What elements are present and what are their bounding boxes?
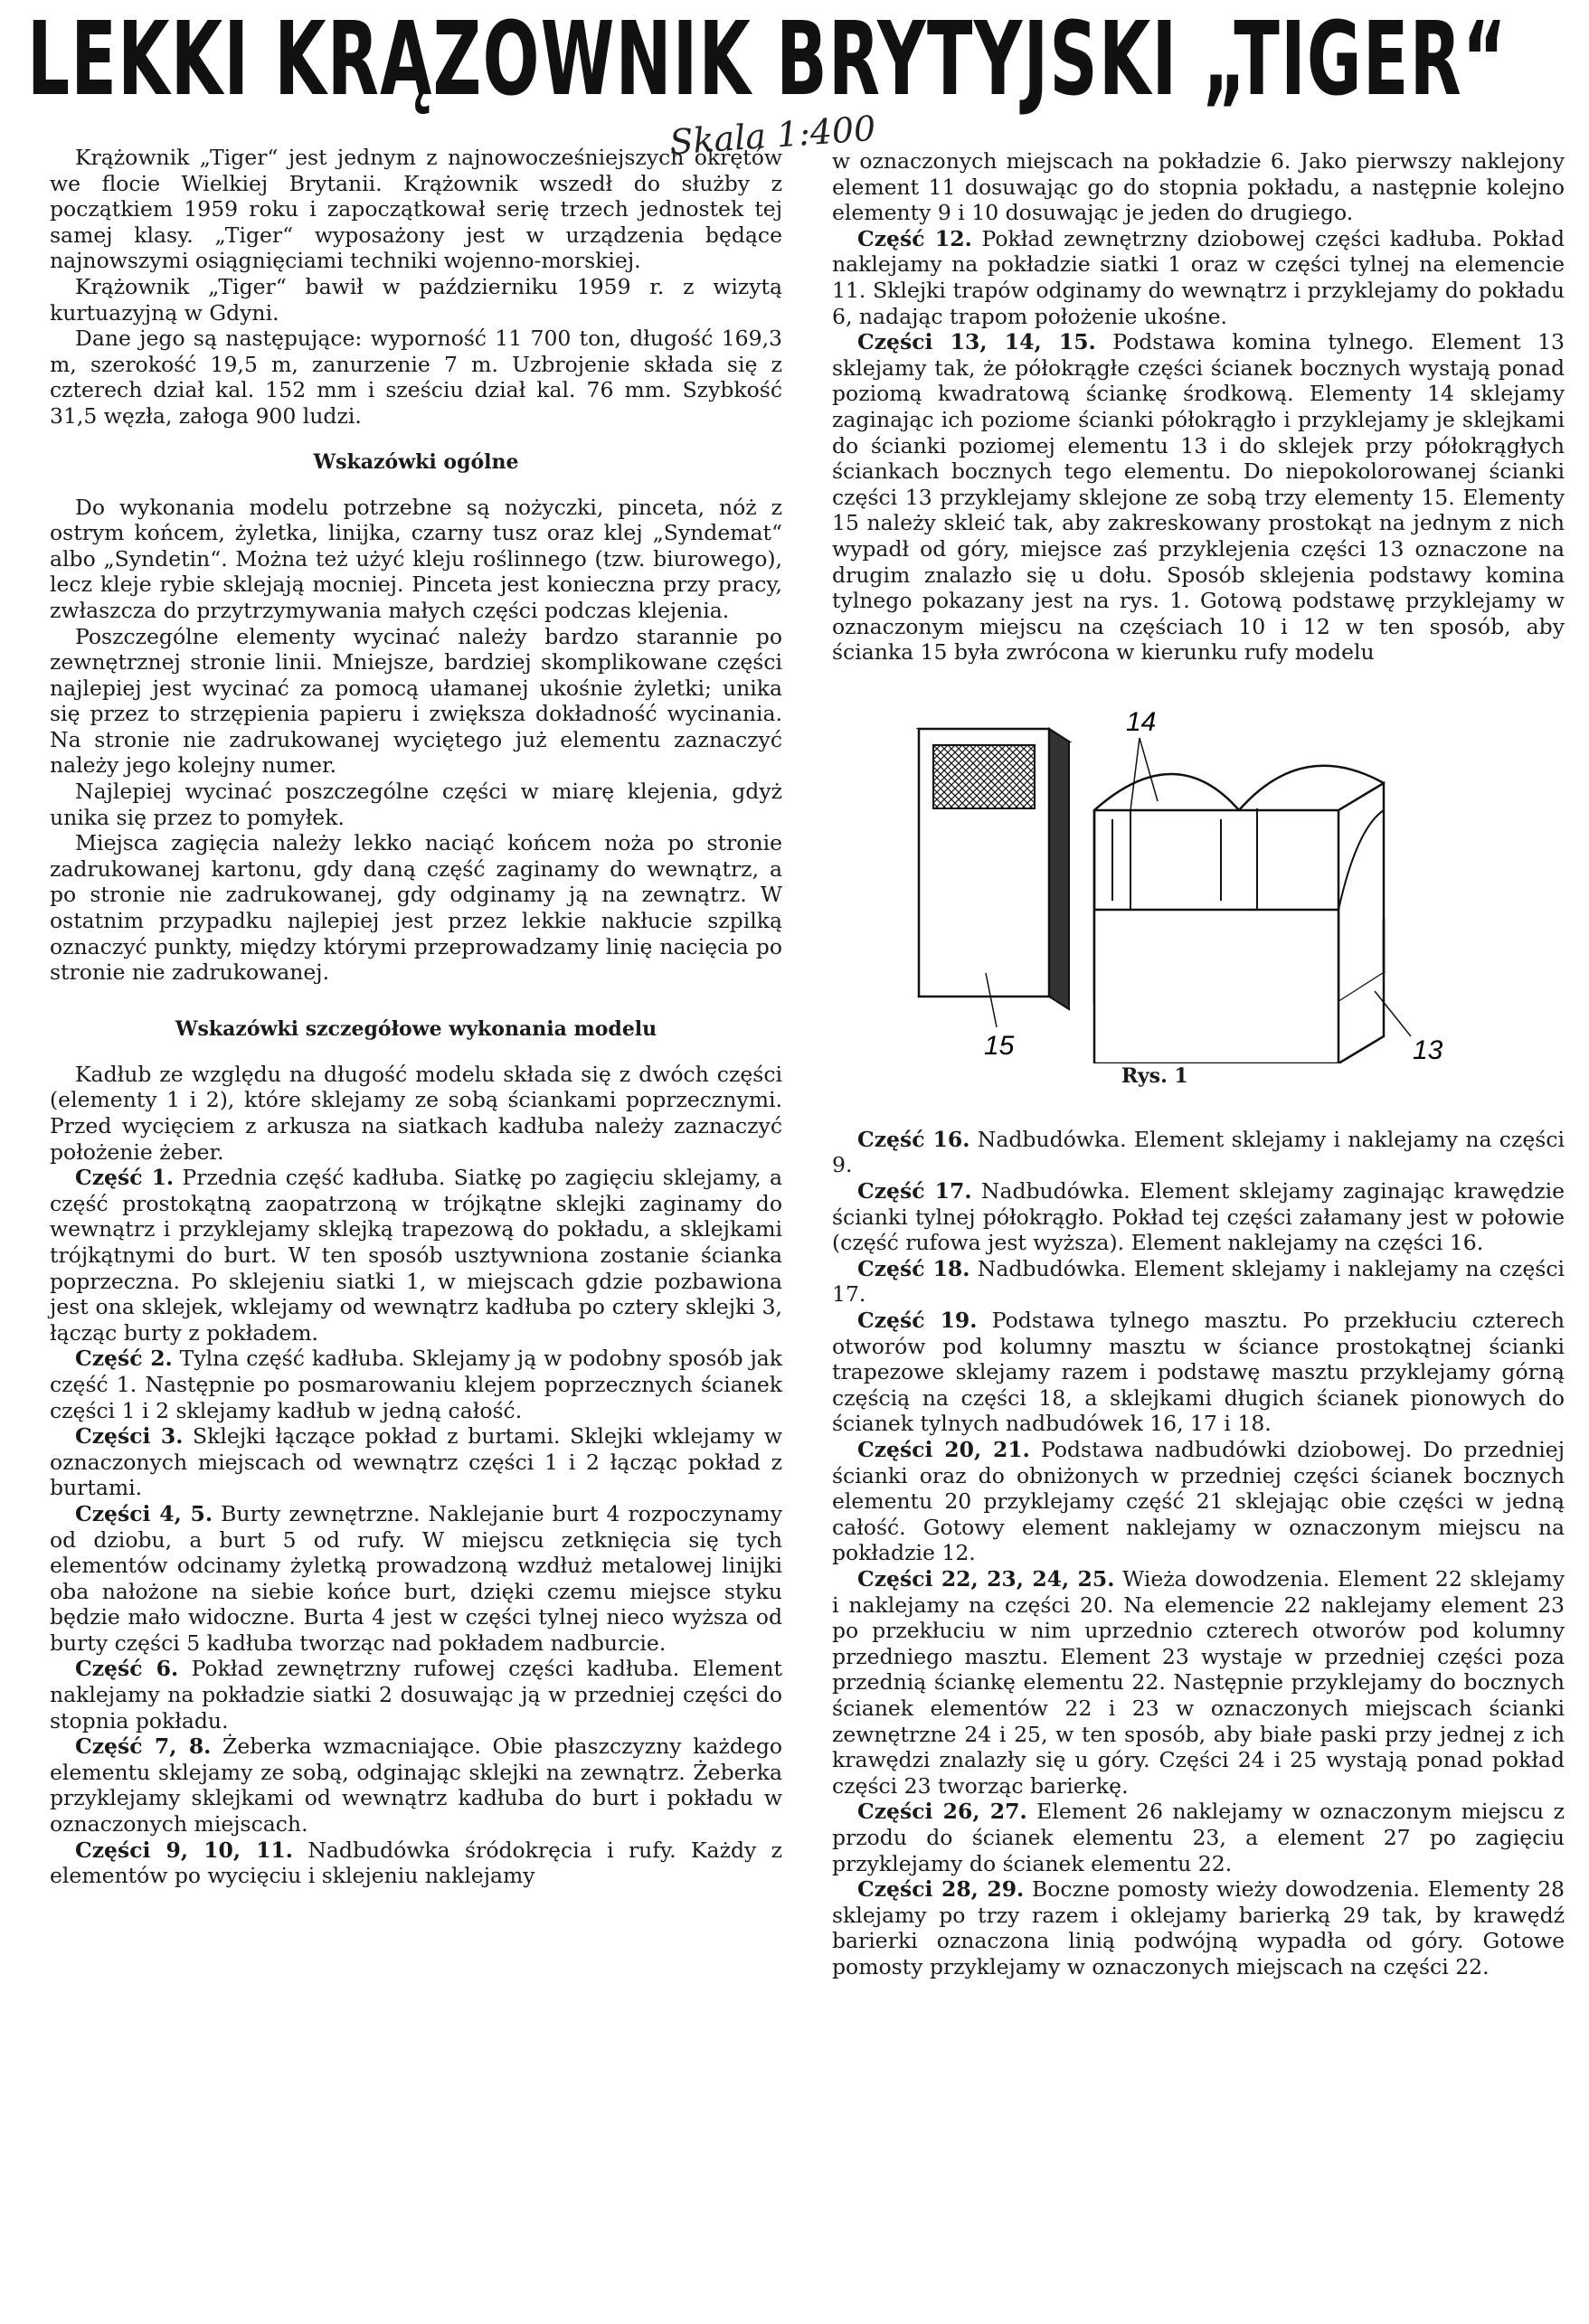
- part-label: Części 3.: [75, 1423, 184, 1450]
- label-13: 13: [1413, 1034, 1443, 1063]
- part-text: Pokład zewnętrzny rufowej części kadłuba. Element naklejamy na pokładzie siatki 2 dosuwając ją w przedniej części do stopnia pokładu.: [50, 1656, 782, 1734]
- intro-paragraph: Krążownik „Tiger“ jest jednym z najnowocześniejszych okrętów we flocie Wielkiej Brytanii. Krążownik wszedł do służby z początkiem 1959 roku i zapoczątkował serię trzech jednostek tej samej klasy. „Tiger“ wyposażony jest w urządzenia będące najnowszymi osiągnięciami techniki wojenno-morskiej.: [50, 145, 782, 274]
- part-label: Części 4, 5.: [75, 1500, 213, 1526]
- part-label: Część 6.: [75, 1656, 179, 1682]
- block-13-drawing: [1094, 766, 1384, 1063]
- left-column: [50, 145, 782, 1889]
- general-paragraph: Najlepiej wycinać poszczególne części w miarę klejenia, gdyż unika się przez to pomyłek.: [50, 779, 782, 830]
- part-text: Podstawa nadbudówki dziobowej. Do przedniej ścianki oraz do obniżonych w przedniej części ścianek bocznych elementu 20 przyklejamy część 21 sklejając obie części w jedną całość. Gotowy element naklejamy w oznaczonym miejscu na pokładzie 12.: [832, 1437, 1565, 1566]
- part-paragraph: [50, 1346, 782, 1423]
- part-label: Części 9, 10, 11.: [75, 1837, 293, 1863]
- part-text: Wieża dowodzenia. Element 22 sklejamy i naklejamy na części 20. Na elemencie 22 naklejamy element 23 po przekłuciu w nim uprzednio czterech otworów pod kolumny przedniego masztu. Element 23 wystaje w przedniej części poza przednią ściankę elementu 22. Następnie przyklejamy do bocznych ścianek elementów 22 i 23 w oznaczonych miejscach ścianki zewnętrzne 24 i 25, w ten sposób, aby białe paski przy jednej z ich krawędzi znalazły się u góry. Części 24 i 25 wystają ponad pokład części 23 tworząc barierkę.: [832, 1565, 1565, 1799]
- figure-rys-1: [832, 702, 1565, 1109]
- part-label: Części 26, 27.: [857, 1799, 1027, 1825]
- part-label: Część 18.: [857, 1255, 970, 1281]
- handwritten-scale-note: Skala 1:400: [667, 108, 877, 163]
- label-15: 15: [984, 1030, 1015, 1061]
- part-label: Część 2.: [75, 1346, 173, 1372]
- assembly-drawing: [832, 702, 1565, 1063]
- part-paragraph: [832, 1178, 1565, 1256]
- part-text: Nadbudówka. Element sklejamy i naklejamy na części 9.: [832, 1126, 1565, 1178]
- part-paragraph: [832, 1127, 1565, 1178]
- part-label: Część 19.: [857, 1308, 978, 1334]
- part-label: Części 20, 21.: [857, 1437, 1030, 1462]
- part-paragraph: [832, 1566, 1565, 1799]
- part-paragraph: [50, 1501, 782, 1657]
- part-paragraph: [50, 1837, 782, 1889]
- part-text: Nadbudówka śródokręcia i rufy. Każdy z elementów po wycięciu i sklejeniu naklejamy: [50, 1837, 782, 1889]
- part-paragraph: [832, 1437, 1565, 1566]
- heading-general: Wskazówki ogólne: [313, 449, 519, 474]
- general-paragraph: Do wykonania modelu potrzebne są nożyczki, pinceta, nóż z ostrym końcem, żyletka, linijka, czarny tusz oraz klej „Syndemat“ albo „Syndetin“. Można też użyć kleju roślinnego (tzw. biurowego), lecz kleje rybie sklejają mocniej. Pinceta jest konieczna przy pracy, zwłaszcza do przytrzymywania małych części podczas klejenia.: [50, 494, 782, 623]
- intro-paragraph: Krążownik „Tiger“ bawił w październiku 1959 r. z wizytą kurtuazyjną w Gdyni.: [50, 273, 782, 326]
- part-label: Część 17.: [857, 1178, 972, 1205]
- part-text: Boczne pomosty wieży dowodzenia. Elementy 28 sklejamy po trzy razem i oklejamy barierką 29 tak, by krawędź barierki oznaczona linią podwójną wypadła od góry. Gotowe pomosty przyklejamy w oznaczonych miejscach na części 22.: [832, 1876, 1565, 1979]
- part-paragraph: [50, 1656, 782, 1734]
- general-paragraph: Miejsca zagięcia należy lekko naciąć końcem noża po stronie zadrukowanej kartonu, gdy daną część zaginamy do wewnątrz, a po stronie nie zadrukowanej, gdy odginamy ją na zewnątrz. W ostatnim przypadku najlepiej jest przez lekkie nakłucie szpilką oznaczyć punkty, między którymi przeprowadzamy linię nacięcia po stronie nie zadrukowanej.: [50, 830, 782, 986]
- part-paragraph: [832, 329, 1565, 666]
- continued-paragraph: w oznaczonych miejscach na pokładzie 6. Jako pierwszy naklejony element 11 dosuwając go do stopnia pokładu, a następnie kolejno elementy 9 i 10 dosuwając je jeden do drugiego.: [832, 148, 1565, 226]
- part-label: Część 12.: [857, 225, 972, 251]
- part-label: Części 13, 14, 15.: [857, 329, 1096, 355]
- part-paragraph: [832, 1799, 1565, 1876]
- part-label: Części 22, 23, 24, 25.: [857, 1565, 1115, 1592]
- part-paragraph: [50, 1165, 782, 1346]
- general-paragraph: Poszczególne elementy wycinać należy bardzo starannie po zewnętrznej stronie linii. Mniejsze, bardziej skomplikowane części najlepiej jest wycinać za pomocą ułamanej ukośnie żyletki; unika się przez to strzępienia papieru i zwiększa dokładność wycinania. Na stronie nie zadrukowanej wyciętego już elementu zaznaczyć należy jego kolejny numer.: [50, 623, 782, 779]
- part-paragraph: [832, 1308, 1565, 1437]
- part-paragraph: [832, 1256, 1565, 1308]
- part-text: Burty zewnętrzne. Naklejanie burt 4 rozpoczynamy od dziobu, a burt 5 od rufy. W miejscu zetknięcia się tych elementów odcinamy żyletką prowadzoną wzdłuż metalowej linijki oba nałożone na siebie końce burt, dzięki czemu miejsce styku będzie mało widoczne. Burta 4 jest w części tylnej nieco wyższa od burty części 5 kadłuba tworząc nad pokładem nadburcie.: [50, 1500, 782, 1656]
- heading-detailed: Wskazówki szczegółowe wykonania modelu: [175, 1016, 657, 1041]
- intro-paragraph: Dane jego są następujące: wyporność 11 700 ton, długość 169,3 m, szerokość 19,5 m, zanurzenie 7 m. Uzbrojenie składa się z czterech dział kal. 152 mm i sześciu dział kal. 76 mm. Szybkość 31,5 węzła, załoga 900 ludzi.: [50, 326, 782, 429]
- part-text: Tylna część kadłuba. Sklejamy ją w podobny sposób jak część 1. Następnie po posmarowaniu klejem poprzecznych ścianek części 1 i 2 sklejamy kadłub w jedną całość.: [50, 1346, 782, 1423]
- part-text: Podstawa komina tylnego. Element 13 sklejamy tak, że półokrągłe części ścianek bocznych wystają ponad poziomą kwadratową ściankę środkową. Elementy 14 sklejamy zaginając ich poziome ścianki półokrągło i przyklejamy je sklejkami do ścianki poziomej elementu 13 i do sklejek przy półokrągłych ściankach bocznych tego elementu. Do niepokolorowanej ścianki części 13 przyklejamy sklejone ze sobą trzy elementy 15. Elementy 15 należy skleić tak, aby zakreskowany prostokąt na jednym z nich wypadł od góry, miejsce zaś przyklejenia części 13 oznaczone na drugim znalazło się u dołu. Sposób sklejenia podstawy komina tylnego pokazany jest na rys. 1. Gotową podstawę przyklejamy w oznaczonym miejscu na częściach 10 i 12 w ten sposób, aby ścianka 15 była zwrócona w kierunku rufy modelu: [832, 329, 1565, 666]
- part-label: Część 16.: [857, 1126, 970, 1152]
- part-text: Nadbudówka. Element sklejamy i naklejamy na części 17.: [832, 1255, 1565, 1308]
- part-paragraph: [832, 226, 1565, 329]
- part-text: Nadbudówka. Element sklejamy zaginając krawędzie ścianki tylnej półokrągło. Pokład tej części załamany jest w połowie (część rufowa jest wyższa). Element naklejamy na części 16.: [832, 1178, 1565, 1256]
- part-text: Element 26 naklejamy w oznaczonym miejscu z przodu do ścianek elementu 23, a element 27 po zagięciu przyklejamy do ścianek elementu 22.: [832, 1799, 1565, 1876]
- part-label: Część 1.: [75, 1165, 175, 1191]
- part-text: Pokład zewnętrzny dziobowej części kadłuba. Pokład naklejamy na pokładzie siatki 1 oraz w części tylnej na elemencie 11. Sklejki trapów odginamy do wewnątrz i przyklejamy do pokładu 6, nadając trapom położenie ukośne.: [832, 225, 1565, 329]
- label-14: 14: [1126, 706, 1157, 737]
- part-label: Części 28, 29.: [857, 1876, 1025, 1903]
- part-text: Przednia część kadłuba. Siatkę po zagięciu sklejamy, a część prostokątną zaopatrzoną w trójkątne sklejki zaginamy do wewnątrz i przyklejamy sklejką trapezową do pokładu, a sklejkami trójkątnymi do burt. W ten sposób usztywniona zostanie ścianka poprzeczna. Po sklejeniu siatki 1, w miejscach gdzie pozbawiona jest ona sklejek, wklejamy od wewnątrz kadłuba po cztery sklejki 3, łącząc burty z pokładem.: [50, 1165, 782, 1346]
- right-column: [832, 148, 1565, 1979]
- part-text: Podstawa tylnego masztu. Po przekłuciu czterech otworów pod kolumny masztu w ściance prostokątnej ścianki trapezowe sklejamy razem i podstawę masztu przyklejamy górną częścią na części 18, a sklejkami długich ścianek pionowych do ścianek tylnych nadbudówek 16, 17 i 18.: [832, 1308, 1565, 1437]
- detailed-intro-paragraph: Kadłub ze względu na długość modelu składa się z dwóch części (elementy 1 i 2), które sklejamy ze sobą ściankami poprzecznymi. Przed wycięciem z arkusza na siatkach kadłuba należy zaznaczyć położenie żeber.: [50, 1061, 782, 1165]
- part-paragraph: [832, 1876, 1565, 1979]
- panel-15-drawing: [919, 729, 1069, 1009]
- figure-caption: Rys. 1: [1121, 1063, 1188, 1088]
- part-text: Żeberka wzmacniające. Obie płaszczyzny każdego elementu sklejamy ze sobą, odginając sklejki na zewnątrz. Żeberka przyklejamy sklejkami od wewnątrz kadłuba do burt i pokładu w oznaczonych miejscach.: [50, 1734, 783, 1837]
- part-paragraph: [50, 1423, 782, 1501]
- part-text: Sklejki łączące pokład z burtami. Sklejki wklejamy w oznaczonych miejscach od wewnątrz części 1 i 2 łącząc pokład z burtami.: [50, 1423, 782, 1501]
- part-paragraph: [50, 1734, 782, 1837]
- part-label: Część 7, 8.: [75, 1734, 212, 1760]
- page-title: LEKKI KRĄZOWNIK BRYTYJSKI „TIGER“: [27, 1, 1508, 118]
